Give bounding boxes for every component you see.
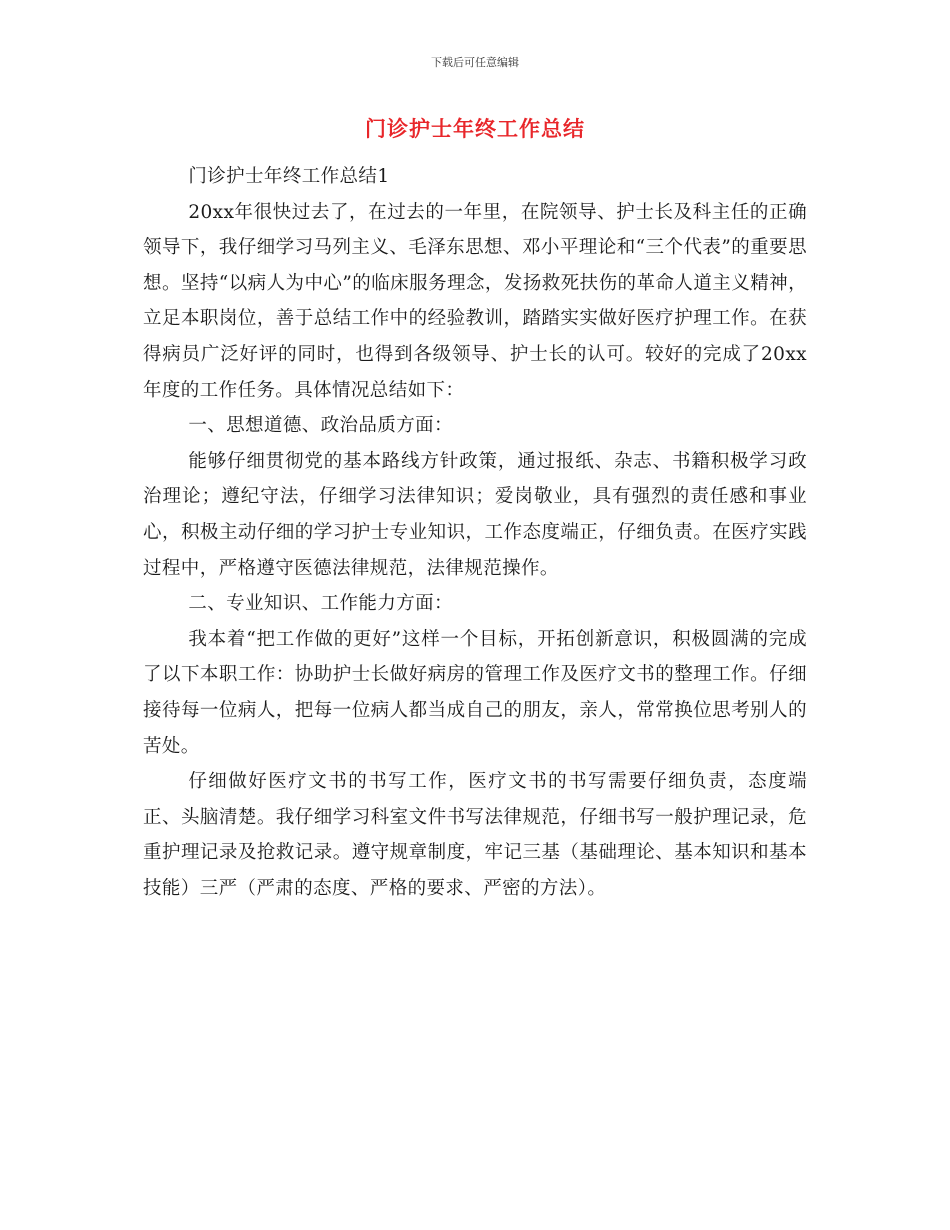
body-paragraph: 我本着“把工作做的更好”这样一个目标，开拓创新意识，积极圆满的完成了以下本职工作：协助护士长做好病房的管理工作及医疗文书的整理工作。仔细接待每一位病人，把每一位病人都当成自己的朋友，亲人，常常换位思考别人的苦处。: [143, 628, 807, 757]
body-paragraph: 能够仔细贯彻党的基本路线方针政策，通过报纸、杂志、书籍积极学习政治理论；遵纪守法，仔细学习法律知识；爱岗敬业，具有强烈的责任感和事业心，积极主动仔细的学习护士专业知识，工作态度端正，仔细负责。在医疗实践过程中，严格遵守医德法律规范，法律规范操作。: [143, 450, 807, 579]
body-paragraph: 20xx年很快过去了，在过去的一年里，在院领导、护士长及科主任的正确领导下，我仔细学习马列主义、毛泽东思想、邓小平理论和“三个代表”的重要思想。坚持“以病人为中心”的临床服务理念，发扬救死扶伤的革命人道主义精神，立足本职岗位，善于总结工作中的经验教训，踏踏实实做好医疗护理工作。在获得病员广泛好评的同时，也得到各级领导、护士长的认可。较好的完成了20xx年度的工作任务。具体情况总结如下：: [143, 201, 807, 401]
section-heading: 门诊护士年终工作总结1: [188, 166, 390, 187]
body-paragraph: 仔细做好医疗文书的书写工作，医疗文书的书写需要仔细负责，态度端正、头脑清楚。我仔细学习科室文件书写法律规范，仔细书写一般护理记录，危重护理记录及抢救记录。遵守规章制度，牢记三基（基础理论、基本知识和基本技能）三严（严肃的态度、严格的要求、严密的方法）。: [143, 771, 807, 899]
header-note: 下载后可任意编辑: [431, 56, 519, 69]
subsection-heading: 二、专业知识、工作能力方面：: [188, 593, 453, 615]
subsection-heading: 一、思想道德、政治品质方面：: [188, 415, 453, 437]
document-title: 门诊护士年终工作总结: [365, 117, 585, 141]
document-body: [143, 159, 807, 906]
